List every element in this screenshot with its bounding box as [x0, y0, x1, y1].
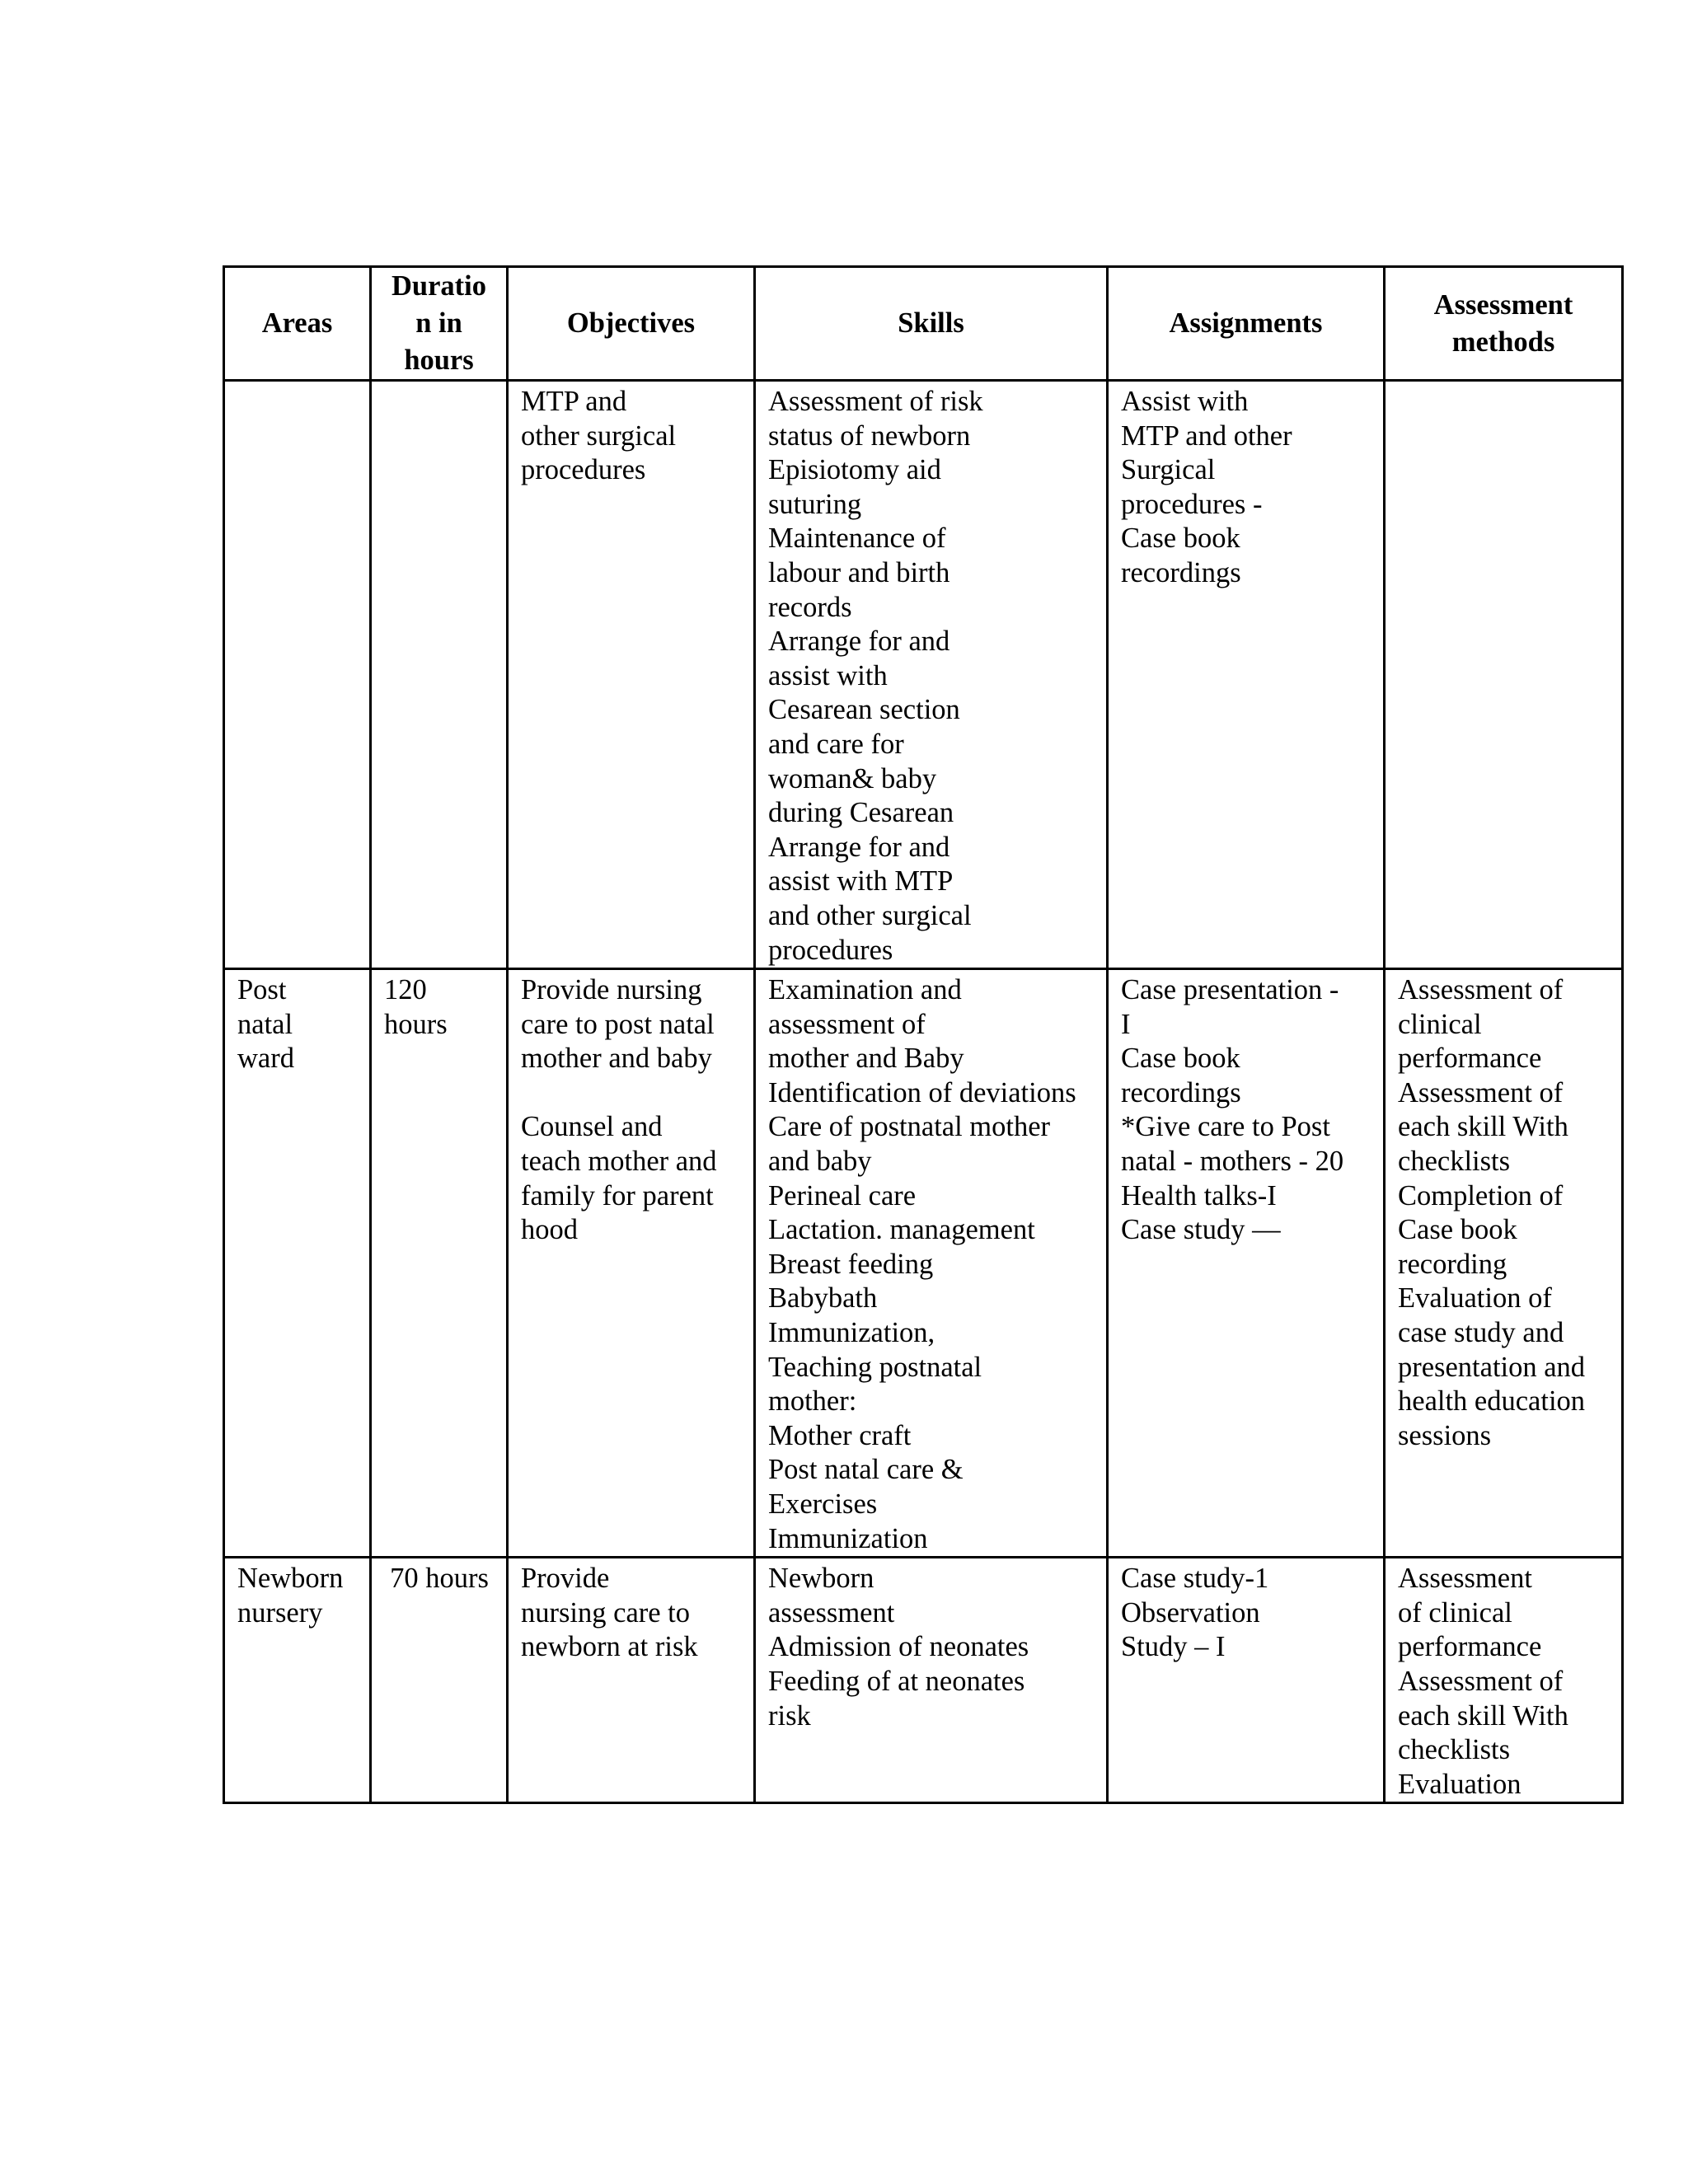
areas-cell: [224, 1558, 371, 1803]
cell-line: procedures -: [1121, 488, 1263, 520]
cell-line: checklists: [1398, 1146, 1511, 1178]
cell-line: Newborn: [237, 1563, 344, 1595]
cell-line: Immunization,: [768, 1317, 935, 1349]
cell-line: suturing: [768, 488, 862, 520]
cell-line: and care for: [768, 728, 904, 760]
cell-text: [237, 973, 358, 1076]
duration-cell: [371, 1558, 508, 1803]
cell-text: [768, 385, 1095, 968]
cell-line: 120: [384, 974, 427, 1006]
cell-line: Provide: [521, 1563, 610, 1595]
cell-line: Completion of: [1398, 1179, 1564, 1212]
cell-line: Post natal care &: [768, 1454, 964, 1486]
cell-line: assist with: [768, 659, 888, 691]
cell-line: Assessment of: [1398, 1665, 1564, 1697]
cell-line: records: [768, 591, 852, 623]
cell-line: Mother craft: [768, 1419, 912, 1451]
cell-line: Case study —: [1121, 1214, 1281, 1246]
cell-line: procedures: [521, 454, 646, 486]
cell-line: Immunization: [768, 1522, 928, 1554]
cell-line: newborn at risk: [521, 1631, 698, 1663]
cell-line: performance: [1398, 1043, 1542, 1075]
cell-line: hours: [384, 1008, 448, 1040]
cell-line: 70 hours: [390, 1563, 489, 1595]
cell-line: care to post natal: [521, 1008, 715, 1040]
duration-cell: [371, 381, 508, 969]
skills-cell: [755, 1558, 1108, 1803]
assessment-methods-cell: [1385, 969, 1623, 1558]
cell-text: [521, 385, 742, 488]
cell-line: Study – I: [1121, 1631, 1226, 1663]
cell-text: [384, 1562, 495, 1596]
cell-text: [384, 973, 495, 1042]
objectives-cell: [508, 969, 755, 1558]
clinical-schedule-table: [223, 265, 1624, 1804]
skills-cell: [755, 969, 1108, 1558]
cell-line: Case book: [1121, 523, 1240, 555]
cell-line: Case study-1: [1121, 1563, 1269, 1595]
cell-line: nursery: [237, 1596, 323, 1629]
header-duration-line: n in: [415, 307, 462, 339]
table-header: [224, 267, 1623, 381]
assignments-cell: [1108, 1558, 1385, 1803]
assignments-cell: [1108, 969, 1385, 1558]
cell-text: [768, 1562, 1095, 1733]
areas-cell: [224, 381, 371, 969]
cell-text: [521, 973, 742, 1248]
cell-line: Admission of neonates: [768, 1631, 1029, 1663]
cell-line: assessment: [768, 1596, 895, 1629]
cell-line: Perineal care: [768, 1179, 917, 1212]
cell-line: natal - mothers - 20: [1121, 1146, 1344, 1178]
cell-line: Surgical: [1121, 454, 1216, 486]
cell-line: Teaching postnatal: [768, 1351, 982, 1383]
objectives-cell: [508, 1558, 755, 1803]
cell-line: during Cesarean: [768, 797, 954, 829]
cell-line: performance: [1398, 1631, 1542, 1663]
cell-line: recordings: [1121, 556, 1241, 588]
cell-line: Evaluation: [1398, 1768, 1522, 1800]
cell-line: mother:: [768, 1385, 857, 1418]
header-assessment-line: methods: [1451, 326, 1555, 358]
areas-cell: [224, 969, 371, 1558]
cell-line: Feeding of at neonates: [768, 1665, 1025, 1697]
cell-line: recording: [1398, 1248, 1507, 1280]
cell-line: recordings: [1121, 1076, 1241, 1108]
cell-line: [521, 1076, 742, 1111]
cell-line: Counsel and: [521, 1111, 663, 1143]
cell-text: [1121, 1562, 1372, 1665]
cell-line: each skill With: [1398, 1699, 1568, 1732]
cell-text: [521, 1562, 742, 1665]
cell-line: Examination and: [768, 974, 962, 1006]
cell-line: Cesarean section: [768, 694, 960, 726]
cell-line: Arrange for and: [768, 626, 950, 658]
cell-line: health education: [1398, 1385, 1586, 1418]
cell-line: Identification of deviations: [768, 1076, 1076, 1108]
cell-text: [768, 973, 1095, 1556]
header-row: [224, 267, 1623, 381]
header-assessment-line: Assessment: [1433, 288, 1573, 321]
cell-line: MTP and: [521, 386, 627, 417]
cell-line: Observation: [1121, 1596, 1260, 1629]
header-duration-lines: [377, 268, 501, 379]
cell-line: checklists: [1398, 1734, 1511, 1766]
table-body: [224, 381, 1623, 1803]
cell-line: ward: [237, 1043, 294, 1075]
cell-line: Arrange for and: [768, 831, 950, 863]
cell-text: [237, 1562, 358, 1630]
objectives-cell: [508, 381, 755, 969]
header-duration-line: hours: [404, 344, 474, 376]
cell-line: Post: [237, 974, 287, 1006]
cell-line: family for parent: [521, 1179, 714, 1212]
cell-line: of clinical: [1398, 1596, 1512, 1629]
cell-line: Evaluation of: [1398, 1282, 1552, 1315]
header-duration: [371, 267, 508, 381]
cell-line: nursing care to: [521, 1596, 691, 1629]
table-row: [224, 381, 1623, 969]
cell-line: and baby: [768, 1146, 872, 1178]
cell-line: case study and: [1398, 1317, 1564, 1349]
header-assignments: Assignments: [1108, 267, 1385, 381]
cell-line: procedures: [768, 934, 893, 966]
cell-line: Assessment of risk: [768, 386, 983, 417]
cell-line: Assessment of: [1398, 1076, 1564, 1108]
cell-line: labour and birth: [768, 556, 950, 588]
cell-line: mother and baby: [521, 1043, 712, 1075]
cell-line: Assist with: [1121, 386, 1249, 417]
cell-text: [1398, 1562, 1610, 1802]
cell-line: assist with MTP: [768, 865, 954, 898]
cell-line: other surgical: [521, 419, 677, 452]
cell-line: Assessment: [1398, 1563, 1532, 1595]
table-row: [224, 969, 1623, 1558]
cell-line: Assessment of: [1398, 974, 1564, 1006]
cell-line: risk: [768, 1699, 811, 1732]
cell-line: woman& baby: [768, 762, 937, 794]
cell-line: Exercises: [768, 1488, 878, 1520]
assignments-cell: [1108, 381, 1385, 969]
cell-text: [1121, 385, 1372, 591]
cell-text: [1121, 973, 1372, 1248]
cell-line: sessions: [1398, 1419, 1492, 1451]
cell-line: Breast feeding: [768, 1248, 934, 1280]
header-objectives: Objectives: [508, 267, 755, 381]
cell-line: assessment of: [768, 1008, 926, 1040]
cell-line: Provide nursing: [521, 974, 702, 1006]
cell-line: Health talks-I: [1121, 1179, 1277, 1212]
cell-line: clinical: [1398, 1008, 1482, 1040]
cell-line: each skill With: [1398, 1111, 1568, 1143]
cell-line: mother and Baby: [768, 1043, 964, 1075]
header-duration-line: Duratio: [392, 270, 486, 302]
cell-line: presentation and: [1398, 1351, 1586, 1383]
cell-line: Episiotomy aid: [768, 454, 941, 486]
cell-line: Case book: [1398, 1214, 1517, 1246]
cell-line: Lactation. management: [768, 1214, 1035, 1246]
cell-line: Case book: [1121, 1043, 1240, 1075]
cell-line: *Give care to Post: [1121, 1111, 1330, 1143]
header-skills: Skills: [755, 267, 1108, 381]
cell-line: and other surgical: [768, 899, 972, 931]
assessment-methods-cell: [1385, 1558, 1623, 1803]
skills-cell: [755, 381, 1108, 969]
cell-line: Newborn: [768, 1563, 874, 1595]
cell-line: MTP and other: [1121, 419, 1292, 452]
table-row: [224, 1558, 1623, 1803]
cell-line: status of newborn: [768, 419, 971, 452]
cell-line: hood: [521, 1214, 578, 1246]
cell-line: Maintenance of: [768, 523, 946, 555]
cell-line: teach mother and: [521, 1146, 717, 1178]
header-assessment-lines: [1390, 287, 1616, 361]
cell-line: I: [1121, 1008, 1131, 1040]
cell-line: natal: [237, 1008, 293, 1040]
header-areas: Areas: [224, 267, 371, 381]
assessment-methods-cell: [1385, 381, 1623, 969]
cell-line: Case presentation -: [1121, 974, 1339, 1006]
cell-line: Babybath: [768, 1282, 878, 1315]
header-assessment-methods: [1385, 267, 1623, 381]
cell-text: [1398, 973, 1610, 1453]
duration-cell: [371, 969, 508, 1558]
cell-line: Care of postnatal mother: [768, 1111, 1051, 1143]
